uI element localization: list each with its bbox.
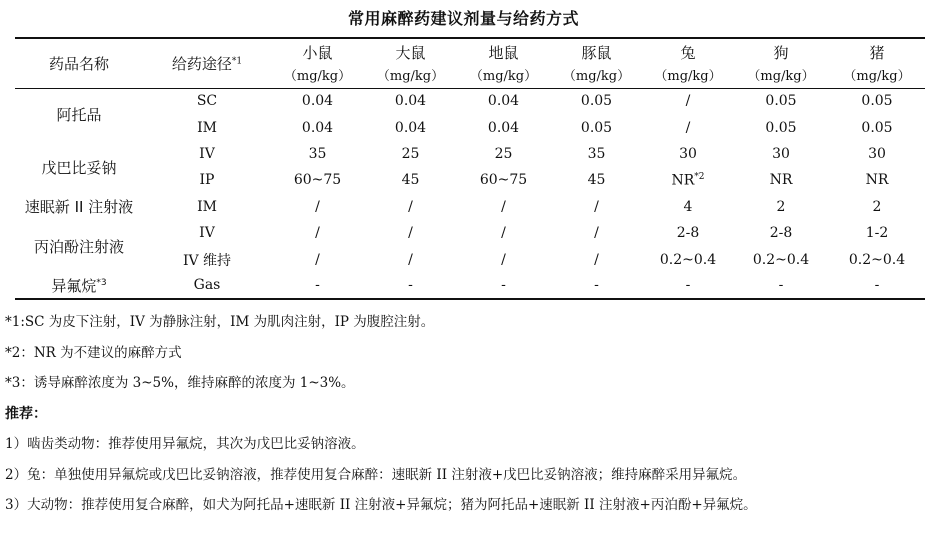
- recommend-title: 推荐：: [5, 405, 47, 422]
- dose-cell: [271, 246, 364, 272]
- dose-value: 0.2~0.4: [659, 251, 717, 268]
- dose-cell: [643, 167, 733, 193]
- header-row: [15, 38, 925, 88]
- dose-cell: [550, 273, 643, 299]
- dose-cell: [829, 167, 925, 193]
- dose-cell: [643, 141, 733, 167]
- dose-cell: [364, 141, 457, 167]
- dose-cell: [364, 246, 457, 272]
- table-row: [15, 141, 925, 167]
- dose-value: 25: [494, 145, 513, 162]
- header-species: 兔 （mg/kg）: [654, 44, 722, 85]
- dose-cell: [364, 114, 457, 140]
- dose-cell: [733, 194, 829, 220]
- dose-value: 0.04: [301, 119, 334, 136]
- dose-cell: [733, 88, 829, 114]
- dose-value: 0.05: [580, 119, 613, 136]
- dose-value: /: [408, 198, 413, 215]
- dose-value: 35: [587, 145, 606, 162]
- table-row: [15, 220, 925, 246]
- dose-cell: [829, 273, 925, 299]
- footnote: *1:SC 为皮下注射，IV 为静脉注射，IM 为肌肉注射，IP 为腹腔注射。: [5, 314, 435, 330]
- dose-footnote-mark: *2: [694, 172, 705, 183]
- dose-value: 60~75: [479, 172, 528, 189]
- dose-value: 30: [679, 145, 697, 162]
- header-species: 大鼠 （mg/kg）: [376, 44, 445, 85]
- dose-value: -: [501, 277, 506, 294]
- dose-cell: [733, 141, 829, 167]
- dose-cell: [643, 273, 733, 299]
- dose-cell: [457, 194, 550, 220]
- route-cell: IM: [197, 119, 217, 136]
- dose-cell: [733, 167, 829, 193]
- table-row: [15, 194, 925, 220]
- route-cell: IV: [199, 225, 215, 242]
- dose-cell: [829, 88, 925, 114]
- dose-value: 2-8: [676, 225, 700, 242]
- dose-cell: [550, 194, 643, 220]
- dose-value: -: [778, 277, 784, 294]
- dose-cell: [457, 167, 550, 193]
- header-drug: 药品名称: [48, 54, 109, 73]
- page-title: 常用麻醉药建议剂量与给药方式: [347, 9, 579, 28]
- recommend-item: 2）兔：单独使用异氟烷或戊巴比妥钠溶液，推荐使用复合麻醉：速眠新 II 注射液+戊巴比妥钠溶液；维持麻醉采用异氟烷。: [5, 466, 747, 483]
- dose-cell: [550, 141, 643, 167]
- dose-cell: [733, 273, 829, 299]
- dose-value: /: [408, 251, 413, 268]
- dose-value: 2: [872, 198, 882, 215]
- header-species: 狗 （mg/kg）: [747, 44, 815, 85]
- table-header: [15, 38, 925, 88]
- dose-cell: [457, 273, 550, 299]
- dose-cell: [271, 220, 364, 246]
- dose-value: -: [874, 277, 880, 294]
- dose-value: 0.05: [580, 93, 613, 110]
- dose-cell: [643, 220, 733, 246]
- table-row: [15, 273, 925, 299]
- drug-name: 速眠新 II 注射液: [24, 198, 134, 217]
- dose-value: 2: [776, 198, 786, 215]
- dose-value: /: [315, 198, 320, 215]
- table-body: [15, 88, 925, 299]
- dose-value: -: [685, 277, 691, 294]
- dose-value: 0.04: [301, 93, 334, 110]
- dose-value: /: [315, 225, 320, 242]
- table-row: [15, 88, 925, 114]
- header-route: 给药途径$^{*1}$: [171, 54, 243, 73]
- dose-cell: [733, 220, 829, 246]
- dose-cell: [733, 246, 829, 272]
- dose-cell: [271, 88, 364, 114]
- dose-cell: [364, 88, 457, 114]
- dose-value: 1-2: [865, 225, 889, 242]
- dose-cell: [457, 220, 550, 246]
- dose-cell: [271, 273, 364, 299]
- dose-value: NR: [865, 172, 889, 189]
- dose-value: -: [408, 277, 413, 294]
- table-row: [15, 114, 925, 140]
- dose-value: 25: [401, 145, 420, 162]
- drug-name-cell: [15, 273, 143, 299]
- dose-value: 45: [401, 172, 420, 189]
- route-cell: Gas: [193, 277, 221, 294]
- route-cell: IM: [197, 198, 217, 215]
- dose-value: /: [501, 251, 506, 268]
- drug-name-cell: [15, 141, 143, 194]
- footnote: *2：NR 为不建议的麻醉方式: [5, 344, 182, 361]
- header-species: 地鼠 （mg/kg）: [469, 44, 538, 85]
- dose-value: 60~75: [293, 172, 342, 189]
- dose-cell: [829, 246, 925, 272]
- dose-value: /: [315, 251, 320, 268]
- table-row: [15, 167, 925, 193]
- header-species: 小鼠 （mg/kg）: [283, 44, 352, 85]
- dosage-table: [15, 37, 925, 300]
- dose-cell: [829, 141, 925, 167]
- drug-name: 戊巴比妥钠: [41, 158, 117, 177]
- dose-cell: [550, 220, 643, 246]
- dose-cell: [643, 88, 733, 114]
- table-row: [15, 246, 925, 272]
- route-cell: SC: [196, 93, 218, 110]
- dose-cell: [643, 114, 733, 140]
- header-species: 豚鼠 （mg/kg）: [562, 44, 631, 85]
- dose-value: NR: [769, 172, 793, 189]
- dose-cell: [550, 246, 643, 272]
- recommend-item: 3）大动物：推荐使用复合麻醉，如犬为阿托品+速眠新 II 注射液+异氟烷；猪为阿托品+速眠新 II 注射液+丙泊酚+异氟烷。: [5, 497, 757, 513]
- dose-value: 0.04: [394, 93, 427, 110]
- drug-name: 丙泊酚注射液: [33, 237, 124, 256]
- dose-cell: [271, 194, 364, 220]
- header-species: 猪 （mg/kg）: [843, 44, 911, 85]
- dose-cell: [457, 88, 550, 114]
- dose-cell: [457, 141, 550, 167]
- dose-cell: [457, 114, 550, 140]
- dose-value: 0.05: [765, 93, 797, 110]
- dose-cell: [364, 273, 457, 299]
- dose-cell: [271, 167, 364, 193]
- dose-cell: [271, 141, 364, 167]
- dose-cell: [733, 114, 829, 140]
- notes-section: [5, 307, 920, 521]
- drug-name: 阿托品: [56, 106, 102, 125]
- dose-cell: [643, 246, 733, 272]
- dose-value: 0.2~0.4: [752, 251, 810, 268]
- dose-cell: [550, 167, 643, 193]
- dose-value: /: [501, 225, 506, 242]
- recommend-item: 1）啮齿类动物：推荐使用异氟烷，其次为戊巴比妥钠溶液。: [5, 436, 365, 452]
- footnote: *3：诱导麻醉浓度为 3~5%，维持麻醉的浓度为 1~3%。: [5, 375, 355, 391]
- dose-cell: [364, 220, 457, 246]
- dose-value: 35: [308, 145, 327, 162]
- dose-value: 0.05: [861, 119, 893, 136]
- dose-value: -: [594, 277, 599, 294]
- dose-value: /: [501, 198, 506, 215]
- drug-name-cell: [15, 194, 143, 220]
- dose-value: /: [408, 225, 413, 242]
- drug-name-cell: [15, 220, 143, 273]
- dose-cell: [550, 114, 643, 140]
- dose-cell: [271, 114, 364, 140]
- dose-cell: [364, 167, 457, 193]
- route-cell: IP: [199, 172, 215, 189]
- dose-value: 4: [683, 198, 693, 215]
- dose-value: /: [594, 225, 599, 242]
- dose-value: /: [594, 198, 599, 215]
- header-route-mark: *1: [231, 56, 243, 67]
- dose-value: NR: [671, 172, 695, 189]
- dose-value: 2-8: [769, 225, 793, 242]
- dose-value: /: [594, 251, 599, 268]
- dose-value: 0.05: [861, 93, 893, 110]
- dose-value: 45: [587, 172, 606, 189]
- dose-value: 0.04: [394, 119, 427, 136]
- dose-cell: [829, 220, 925, 246]
- drug-footnote-mark: *3: [96, 277, 107, 288]
- dose-cell: [550, 88, 643, 114]
- dose-cell: [643, 194, 733, 220]
- dose-value: 30: [772, 145, 790, 162]
- dose-value: 0.2~0.4: [848, 251, 906, 268]
- dose-value: /: [685, 93, 691, 110]
- dose-cell: [829, 194, 925, 220]
- dose-cell: [829, 114, 925, 140]
- dose-value: 0.04: [487, 119, 520, 136]
- dose-value: 0.04: [487, 93, 520, 110]
- dose-value: 0.05: [765, 119, 797, 136]
- dose-cell: [457, 246, 550, 272]
- drug-name: 异氟烷: [51, 276, 97, 295]
- dose-value: -: [315, 277, 320, 294]
- route-cell: IV 维持: [182, 252, 232, 269]
- dose-value: 30: [868, 145, 886, 162]
- drug-name-cell: [15, 88, 143, 141]
- route-cell: IV: [199, 145, 215, 162]
- dose-value: /: [685, 119, 691, 136]
- dose-cell: [364, 194, 457, 220]
